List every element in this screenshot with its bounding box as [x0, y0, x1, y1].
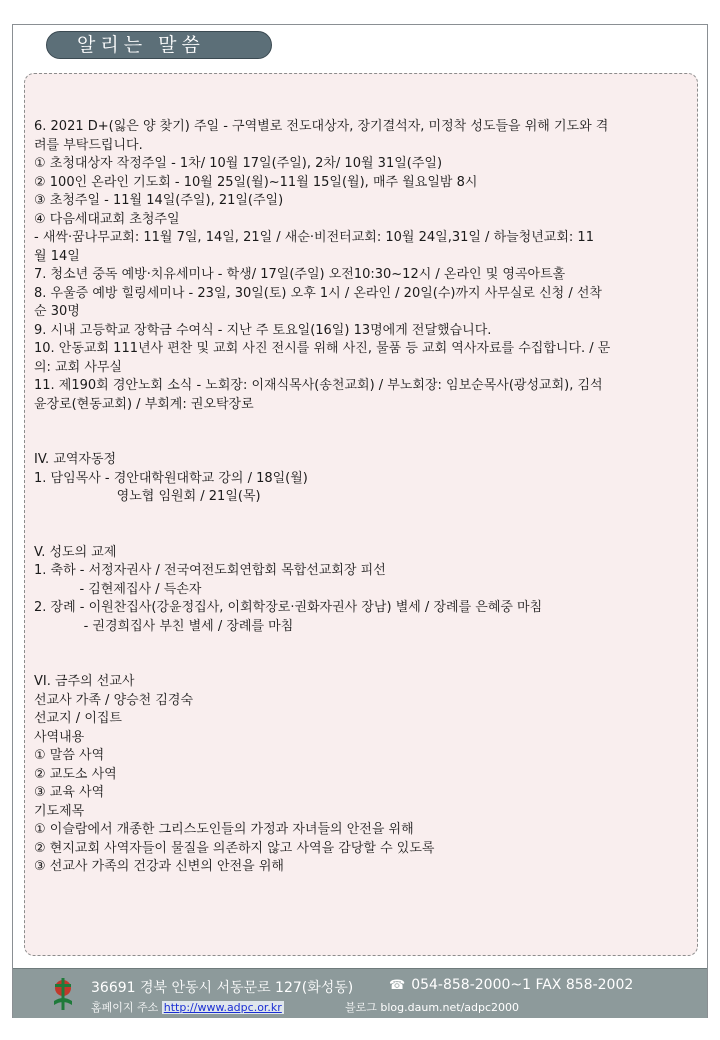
footer-blog: 블로그 blog.daum.net/adpc2000: [345, 1001, 520, 1014]
page-title: 알리는 말씀: [46, 31, 272, 59]
blank-line: [34, 433, 687, 452]
text-line: - 김현제집사 / 득손자: [34, 581, 202, 597]
text-line: - 새싹·꿈나무교회: 11월 7일, 14일, 21일 / 새순·비전터교회: 10월 24일,31일 / 하늘청년교회: 11: [34, 230, 594, 245]
text-line: - 권경희집사 부친 별세 / 장례를 마침: [34, 618, 294, 634]
text-line: 선교지 / 이집트: [34, 711, 122, 726]
announcements-box: [24, 73, 698, 956]
text-line: 영노협 임원회 / 21일(목): [34, 489, 261, 504]
text-line: 11. 제190회 경안노회 소식 - 노회장: 이재식목사(송천교회) / 부노회장: 임보순목사(광성교회), 김석: [34, 378, 603, 393]
text-line: 사역내용: [34, 729, 85, 745]
blank-line: [34, 525, 687, 544]
text-line: 려를 부탁드립니다.: [34, 137, 143, 153]
text-line: ③ 교육 사역: [34, 785, 105, 800]
text-line: 의: 교회 사무실: [34, 359, 122, 375]
text-line: 8. 우울증 예방 힐링세미나 - 23일, 30일(토) 오후 1시 / 온라인 / 20일(수)까지 사무실로 신청 / 선착: [34, 285, 602, 301]
text-line: ③ 선교사 가족의 건강과 신변의 안전을 위해: [34, 859, 284, 874]
text-line: 윤장로(현동교회) / 부회계: 권오탁장로: [34, 396, 254, 412]
text-line: ① 말씀 사역: [34, 748, 105, 763]
footer-homepage: [91, 999, 284, 1015]
text-line: 기도제목: [34, 803, 85, 819]
blank-line: [34, 414, 687, 433]
text-line: ② 현지교회 사역자들이 물질을 의존하지 않고 사역을 감당할 수 있도록: [34, 840, 435, 856]
text-line: ① 초청대상자 작정주일 - 1차/ 10월 17일(주일), 2차/ 10월 31일(주일): [34, 156, 443, 171]
text-line: 선교사 가족 / 양승천 김경숙: [34, 692, 194, 708]
text-line: ① 이슬람에서 개종한 그리스도인들의 가정과 자녀들의 안전을 위해: [34, 822, 414, 837]
text-line: V. 성도의 교제: [34, 544, 117, 560]
text-line: 10. 안동교회 111년사 편찬 및 교회 사진 전시를 위해 사진, 물품 등 교회 역사자료를 수집합니다. / 문: [34, 341, 611, 356]
church-logo-icon: [51, 977, 75, 1011]
homepage-link[interactable]: http://www.adpc.or.kr: [163, 1001, 282, 1014]
text-line: 1. 담임목사 - 경안대학원대학교 강의 / 18일(월): [34, 470, 308, 486]
text-line: ④ 다음세대교회 초청주일: [34, 211, 180, 227]
text-line: 1. 축하 - 서정자권사 / 전국여전도회연합회 목합선교회장 피선: [34, 563, 386, 578]
footer-phone-text: 054-858-2000~1 FAX 858-2002: [411, 977, 634, 993]
text-line: 9. 시내 고등학교 장학금 수여식 - 지난 주 토요일(16일) 13명에게 전달했습니다.: [34, 322, 492, 338]
text-line: ③ 초청주일 - 11월 14일(주일), 21일(주일): [34, 193, 284, 208]
text-line: 7. 청소년 중독 예방·치유세미나 - 학생/ 17일(주일) 오전10:30~12시 / 온라인 및 영곡아트홀: [34, 267, 566, 282]
text-line: 2. 장례 - 이원찬집사(강윤정집사, 이회학장로·권화자권사 장남) 별세 / 장례를 은혜중 마침: [34, 600, 543, 615]
text-line: 월 14일: [34, 248, 80, 264]
blank-line: [34, 507, 687, 526]
footer-phone: [389, 977, 633, 993]
footer: [13, 968, 707, 1018]
text-line: 6. 2021 D+(잃은 양 찾기) 주일 - 구역별로 전도대상자, 장기결석자, 미정착 성도들을 위해 기도와 격: [34, 119, 609, 134]
blank-line: [34, 655, 687, 674]
homepage-label: 홈페이지 주소: [91, 1001, 159, 1014]
text-line: IV. 교역자동정: [34, 452, 117, 467]
text-line: 순 30명: [34, 304, 80, 319]
phone-icon: ☎: [389, 978, 406, 993]
text-line: ② 100인 온라인 기도회 - 10월 25일(월)~11월 15일(월), 매주 월요일밤 8시: [34, 174, 478, 190]
text-line: VI. 금주의 선교사: [34, 674, 135, 689]
footer-address: 36691 경북 안동시 서동문로 127(화성동): [91, 980, 354, 996]
blank-line: [34, 636, 687, 655]
text-line: ② 교도소 사역: [34, 766, 117, 782]
